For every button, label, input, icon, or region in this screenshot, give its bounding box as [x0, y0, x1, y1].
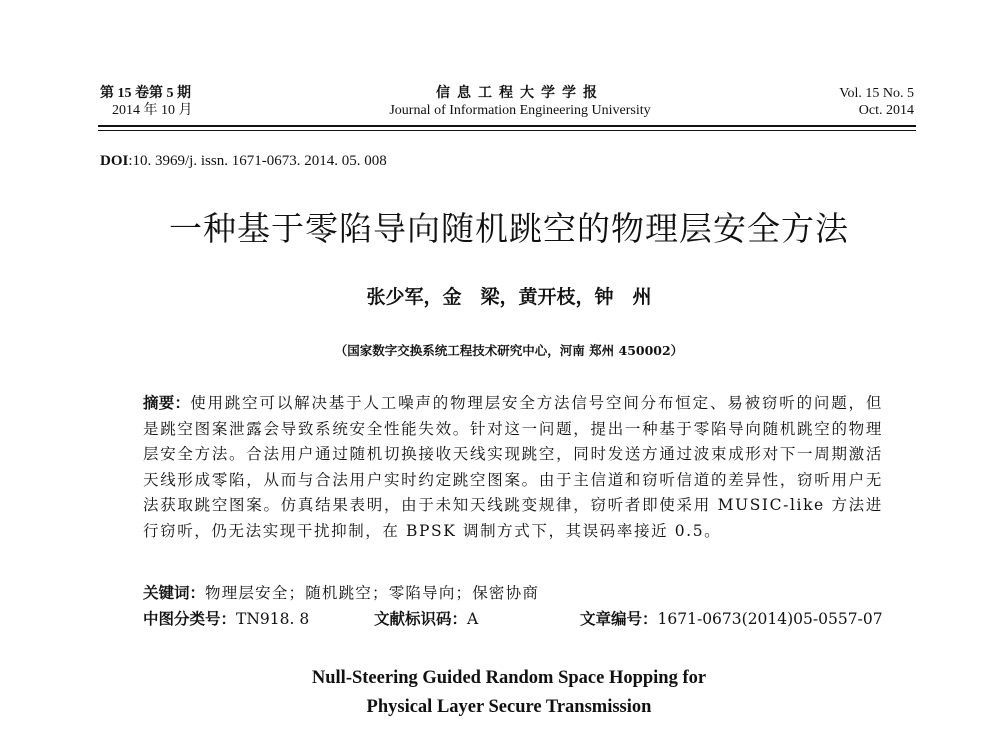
document-code-label: 文献标识码： [374, 609, 468, 628]
document-code-value: A [467, 610, 479, 628]
header-rule-thin [98, 130, 916, 131]
clc-number [143, 607, 309, 629]
affiliation: （国家数字交换系统工程技术研究中心，河南 郑州 450002） [334, 343, 684, 358]
article-number [580, 607, 883, 629]
clc-value: TN918. 8 [236, 610, 310, 628]
journal-volume-info-en [839, 85, 914, 119]
journal-name [300, 85, 740, 119]
keywords-label: 关键词： [143, 583, 206, 602]
volume-issue: 第 15 卷第 5 期 [100, 86, 191, 101]
journal-name-en: Journal of Information Engineering University [389, 103, 651, 118]
volume-issue-en: Vol. 15 No. 5 [839, 86, 914, 101]
paper-title-en [100, 664, 918, 722]
publication-date: 2014 年 10 月 [112, 103, 193, 118]
article-number-label: 文章编号： [580, 609, 658, 628]
doi-line: DOI:10. 3969/j. issn. 1671-0673. 2014. 05. 008 [100, 153, 387, 169]
document-code [374, 607, 478, 629]
journal-volume-info [100, 85, 193, 119]
publication-date-en: Oct. 2014 [858, 103, 914, 118]
author-list: 张少军，金 梁，黄开枝，钟 州 [366, 286, 652, 308]
paper-title-cn: 一种基于零陷导向随机跳空的物理层安全方法 [169, 209, 849, 248]
header-rule [98, 125, 916, 127]
paper-title-en-line1: Null-Steering Guided Random Space Hopping for [311, 668, 707, 688]
clc-label: 中图分类号： [143, 609, 237, 628]
abstract-label: 摘要： [143, 393, 191, 412]
keywords [143, 581, 539, 603]
keywords-text: 物理层安全；随机跳空；零陷导向；保密协商 [205, 584, 540, 602]
journal-name-cn: 信息工程大学学报 [436, 86, 604, 101]
doi-value: 10. 3969/j. issn. 1671-0673. 2014. 05. 008 [132, 153, 387, 169]
abstract-text: 使用跳空可以解决基于人工噪声的物理层安全方法信号空间分布恒定、易被窃听的问题，但是跳空图案泄露会导致系统安全性能失效。针对这一问题，提出一种基于零陷导向随机跳空的物理层安全方法。合法用户通过随机切换接收天线实现跳空，同时发送方通过波束成形对下一周期激活天线形成零陷，从而与合法用户实时约定跳空图案。由于主信道和窃听信道的差异性，窃听用户无法获取跳空图案。仿真结果表明，由于未知天线跳变规律，窃听者即使采用 MUSIC-like 方法进行窃听，仍无法实现干扰抑制，在 BPSK 调制方式下，其误码率接近 0.5。 [143, 394, 883, 540]
article-number-value: 1671-0673(2014)05-0557-07 [657, 610, 883, 628]
doi-label: DOI [100, 153, 129, 169]
paper-title-en-line2: Physical Layer Secure Transmission [366, 697, 652, 717]
abstract [143, 390, 883, 544]
